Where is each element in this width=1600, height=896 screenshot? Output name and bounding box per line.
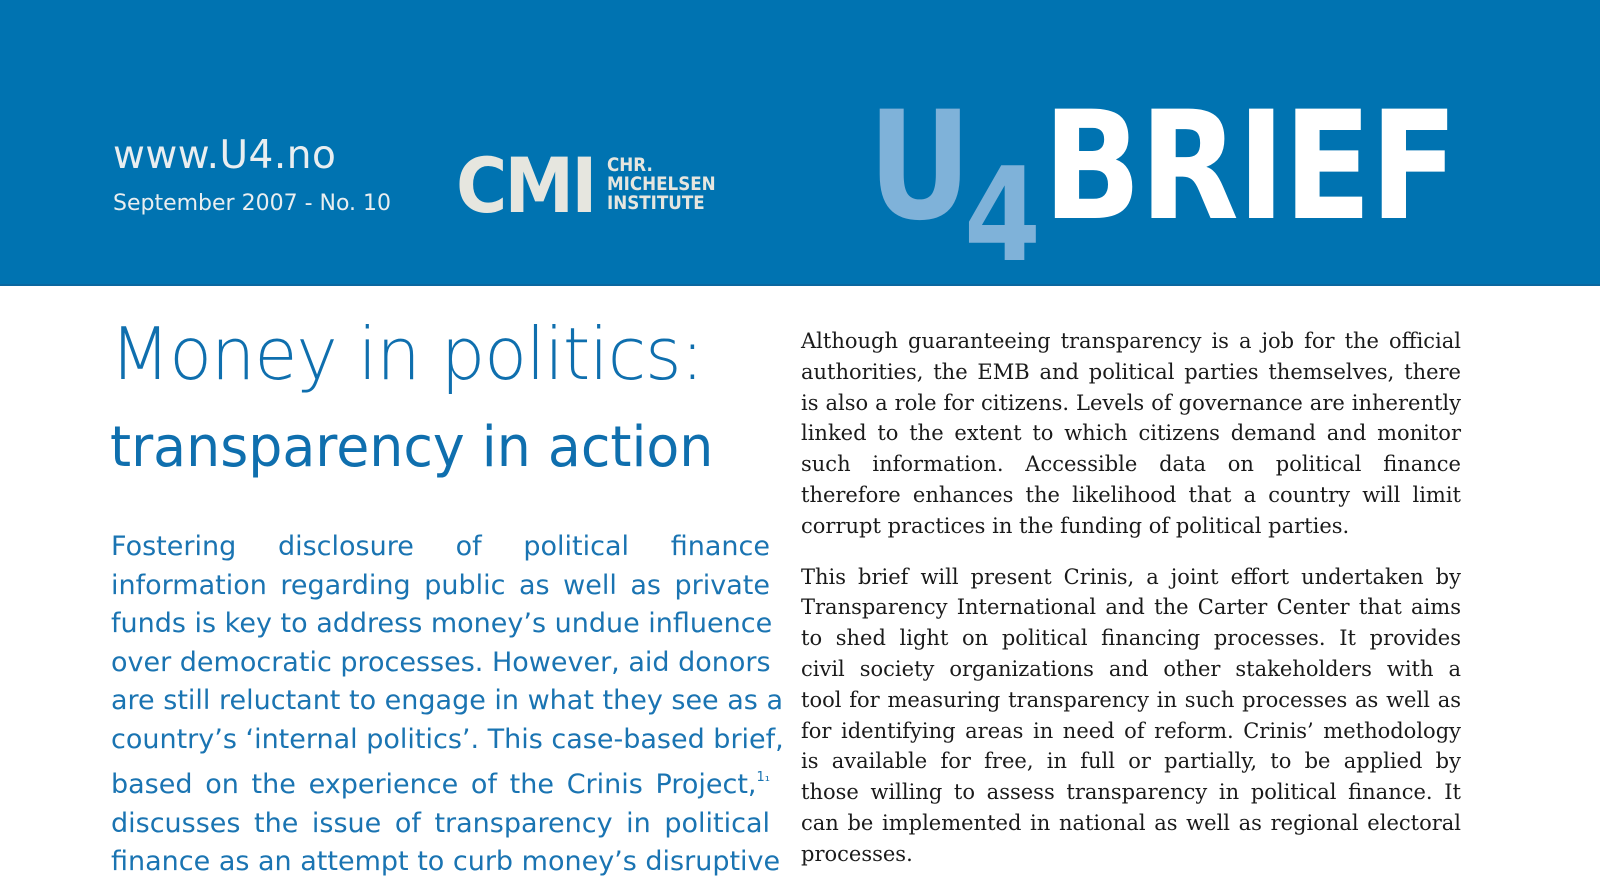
lead-line: over democratic processes. However, aid donors (111, 646, 771, 678)
lead-line: Fostering disclosure of political finance (111, 531, 770, 562)
header-band (0, 0, 1600, 291)
body-line: authorities, the EMB and political parties themselves, there (801, 359, 1461, 384)
cmi-sub-line: MICHELSEN (607, 173, 716, 195)
body-line: is available for free, in full or partially, to be applied by (801, 749, 1461, 774)
site-url[interactable]: www.U4.no (113, 133, 337, 178)
body-paragraph (801, 326, 1461, 542)
body-column (801, 326, 1461, 890)
body-paragraph (801, 562, 1461, 870)
lead-line: country’s ‘internal politics’. This case-based brief, (111, 723, 784, 755)
cmi-logo-subtitle (607, 156, 716, 213)
lead-line: funds is key to address money’s undue influence (111, 608, 773, 639)
body-line: those willing to assess transparency in political finance. It (801, 780, 1461, 805)
lead-line: information regarding public as well as private (111, 569, 770, 601)
brand-u: U (868, 80, 969, 254)
body-line: linked to the extent to which citizens demand and monitor (801, 421, 1461, 446)
issue-date: September 2007 - No. 10 (113, 191, 392, 216)
body-line: therefore enhances the likelihood that a country will limit (801, 482, 1461, 507)
brand-four: 4 (964, 139, 1041, 291)
body-line: Although guaranteeing transparency is a job for the official (801, 329, 1461, 353)
lead-line-with-footnote (111, 759, 770, 805)
body-line: is also a role for citizens. Levels of governance are inherently (801, 390, 1461, 415)
body-line: such information. Accessible data on political finance (801, 452, 1461, 477)
footnote-ref[interactable]: 1₁ (756, 770, 770, 785)
lead-line: finance as an attempt to curb money’s disruptive (111, 846, 781, 877)
lead-paragraph (111, 528, 784, 882)
cmi-sub-line: CHR. (607, 154, 653, 176)
brand-brief: BRIEF (1043, 80, 1457, 254)
lead-line-text: based on the experience of the Crinis Project, (111, 769, 757, 800)
cmi-sub-line: INSTITUTE (607, 192, 705, 214)
body-line: Transparency International and the Carter Center that aims (801, 595, 1461, 620)
page-subtitle: transparency in action (110, 415, 714, 480)
cmi-logo: CMI (456, 141, 595, 230)
page-title: Money in politics: (110, 312, 704, 396)
body-line: processes. (801, 841, 913, 866)
body-line: to shed light on political financing processes. It provides (801, 626, 1461, 651)
lead-line: are still reluctant to engage in what they see as a (111, 685, 783, 716)
body-line: tool for measuring transparency in such processes as well as (801, 687, 1461, 712)
lead-line: discusses the issue of transparency in political (111, 807, 770, 839)
body-line: can be implemented in national as well as regional electoral (801, 810, 1461, 835)
body-line: corrupt practices in the funding of political parties. (801, 513, 1350, 538)
body-line: This brief will present Crinis, a joint effort undertaken by (801, 564, 1461, 589)
body-line: civil society organizations and other stakeholders with a (801, 656, 1461, 681)
body-line: for identifying areas in need of reform. Crinis’ methodology (801, 718, 1461, 743)
